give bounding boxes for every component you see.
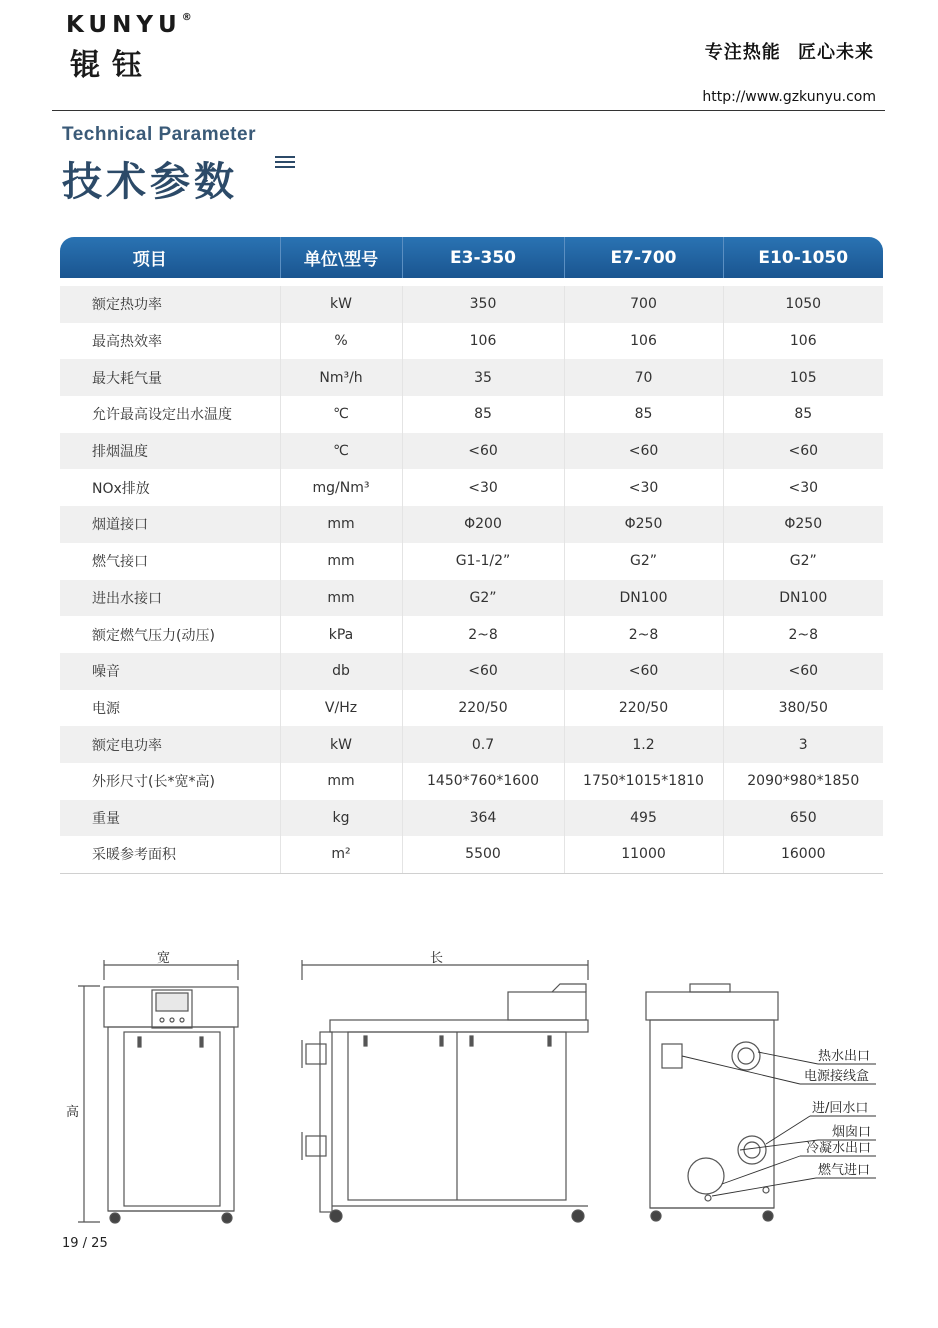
- row-value-cell: 70: [564, 359, 723, 396]
- row-value-cell: 2090*980*1850: [723, 763, 883, 800]
- row-unit-cell: mm: [280, 763, 402, 800]
- row-value-cell: 364: [402, 800, 564, 837]
- row-value-cell: 106: [723, 323, 883, 360]
- label-height: 高: [66, 1105, 80, 1120]
- row-value-cell: 85: [402, 396, 564, 433]
- row-value-cell: 5500: [402, 836, 564, 873]
- row-value-cell: 11000: [564, 836, 723, 873]
- row-item-cell: 额定热功率: [60, 286, 280, 323]
- row-value-cell: 105: [723, 359, 883, 396]
- row-item-cell: 允许最高设定出水温度: [60, 396, 280, 433]
- row-value-cell: 495: [564, 800, 723, 837]
- menu-lines-icon: [275, 156, 295, 171]
- row-value-cell: <60: [402, 433, 564, 470]
- row-value-cell: G2”: [723, 543, 883, 580]
- row-item-cell: 燃气接口: [60, 543, 280, 580]
- row-value-cell: 2~8: [723, 616, 883, 653]
- front-view-drawing: [78, 960, 238, 1223]
- parameter-table: [60, 237, 883, 874]
- row-value-cell: 1750*1015*1810: [564, 763, 723, 800]
- row-value-cell: Φ250: [564, 506, 723, 543]
- row-unit-cell: kg: [280, 800, 402, 837]
- row-value-cell: 220/50: [402, 690, 564, 727]
- row-item-cell: 排烟温度: [60, 433, 280, 470]
- row-item-cell: 电源: [60, 690, 280, 727]
- callout-chimney: 烟囱口: [832, 1125, 872, 1140]
- table-body: [60, 278, 883, 873]
- row-value-cell: 16000: [723, 836, 883, 873]
- row-unit-cell: Nm³/h: [280, 359, 402, 396]
- row-value-cell: 1050: [723, 286, 883, 323]
- header-item: 项目: [60, 237, 280, 278]
- table-row: [60, 396, 883, 433]
- row-value-cell: DN100: [564, 580, 723, 617]
- row-value-cell: 1.2: [564, 726, 723, 763]
- table-row: [60, 726, 883, 763]
- table-row: [60, 469, 883, 506]
- table-header-row: [60, 237, 883, 278]
- row-item-cell: 最大耗气量: [60, 359, 280, 396]
- row-unit-cell: mg/Nm³: [280, 469, 402, 506]
- row-value-cell: <30: [723, 469, 883, 506]
- callout-gas-inlet: 燃气进口: [818, 1163, 871, 1178]
- row-item-cell: NOx排放: [60, 469, 280, 506]
- table-row: [60, 800, 883, 837]
- row-item-cell: 最高热效率: [60, 323, 280, 360]
- brand-logo: [66, 12, 192, 84]
- row-item-cell: 重量: [60, 800, 280, 837]
- header-divider: [52, 110, 885, 111]
- section-title-cn: 技术参数: [62, 159, 238, 205]
- table-row: [60, 286, 883, 323]
- table-row: [60, 653, 883, 690]
- header-unit: 单位\型号: [280, 237, 402, 278]
- row-value-cell: 35: [402, 359, 564, 396]
- row-value-cell: <60: [564, 653, 723, 690]
- table-row: [60, 763, 883, 800]
- row-value-cell: Φ200: [402, 506, 564, 543]
- row-value-cell: 700: [564, 286, 723, 323]
- row-value-cell: 106: [564, 323, 723, 360]
- row-item-cell: 进出水接口: [60, 580, 280, 617]
- label-width: 宽: [157, 951, 171, 966]
- row-value-cell: <60: [723, 433, 883, 470]
- row-value-cell: 2~8: [564, 616, 723, 653]
- table-row: [60, 543, 883, 580]
- row-unit-cell: kPa: [280, 616, 402, 653]
- row-unit-cell: db: [280, 653, 402, 690]
- slogan: 专注热能 匠心未来: [704, 42, 874, 63]
- row-value-cell: 1450*760*1600: [402, 763, 564, 800]
- section-title-en: Technical Parameter: [62, 124, 256, 145]
- row-unit-cell: kW: [280, 286, 402, 323]
- row-value-cell: 106: [402, 323, 564, 360]
- row-item-cell: 烟道接口: [60, 506, 280, 543]
- row-unit-cell: mm: [280, 543, 402, 580]
- row-value-cell: 220/50: [564, 690, 723, 727]
- row-value-cell: 0.7: [402, 726, 564, 763]
- row-value-cell: <60: [564, 433, 723, 470]
- row-value-cell: G2”: [564, 543, 723, 580]
- site-url[interactable]: http://www.gzkunyu.com: [702, 89, 876, 105]
- row-unit-cell: mm: [280, 506, 402, 543]
- table-row: [60, 323, 883, 360]
- row-value-cell: 85: [723, 396, 883, 433]
- row-unit-cell: V/Hz: [280, 690, 402, 727]
- row-value-cell: 650: [723, 800, 883, 837]
- brand-cn: 锟钰: [70, 48, 154, 83]
- row-unit-cell: ℃: [280, 396, 402, 433]
- row-unit-cell: kW: [280, 726, 402, 763]
- row-value-cell: <30: [402, 469, 564, 506]
- header-model-e3: E3-350: [402, 237, 564, 278]
- row-unit-cell: %: [280, 323, 402, 360]
- side-view-drawing: [302, 960, 588, 1222]
- row-value-cell: 380/50: [723, 690, 883, 727]
- row-value-cell: <30: [564, 469, 723, 506]
- table-row: [60, 433, 883, 470]
- row-value-cell: 3: [723, 726, 883, 763]
- table-row: [60, 359, 883, 396]
- row-unit-cell: mm: [280, 580, 402, 617]
- table-row: [60, 506, 883, 543]
- row-value-cell: <60: [723, 653, 883, 690]
- brand-latin: KUNYU®: [66, 12, 192, 38]
- row-value-cell: 2~8: [402, 616, 564, 653]
- row-value-cell: 85: [564, 396, 723, 433]
- table-row: [60, 690, 883, 727]
- row-item-cell: 额定燃气压力(动压): [60, 616, 280, 653]
- page-number: 19 / 25: [62, 1236, 108, 1251]
- dimension-drawings: [0, 940, 938, 1240]
- row-item-cell: 噪音: [60, 653, 280, 690]
- callout-power-box: 电源接线盒: [804, 1069, 870, 1084]
- label-length: 长: [430, 951, 444, 966]
- row-value-cell: 350: [402, 286, 564, 323]
- table-row: [60, 836, 883, 873]
- row-unit-cell: m²: [280, 836, 402, 873]
- row-item-cell: 采暖参考面积: [60, 836, 280, 873]
- callout-condensate: 冷凝水出口: [806, 1141, 872, 1156]
- table-row: [60, 616, 883, 653]
- table-row: [60, 580, 883, 617]
- row-value-cell: <60: [402, 653, 564, 690]
- row-item-cell: 额定电功率: [60, 726, 280, 763]
- row-unit-cell: ℃: [280, 433, 402, 470]
- row-item-cell: 外形尺寸(长*宽*高): [60, 763, 280, 800]
- header-model-e7: E7-700: [564, 237, 723, 278]
- row-value-cell: G2”: [402, 580, 564, 617]
- callout-inlet-return: 进/回水口: [812, 1101, 869, 1116]
- row-value-cell: DN100: [723, 580, 883, 617]
- row-value-cell: Φ250: [723, 506, 883, 543]
- header-model-e10: E10-1050: [723, 237, 883, 278]
- callout-hot-water-outlet: 热水出口: [818, 1049, 871, 1064]
- row-value-cell: G1-1/2”: [402, 543, 564, 580]
